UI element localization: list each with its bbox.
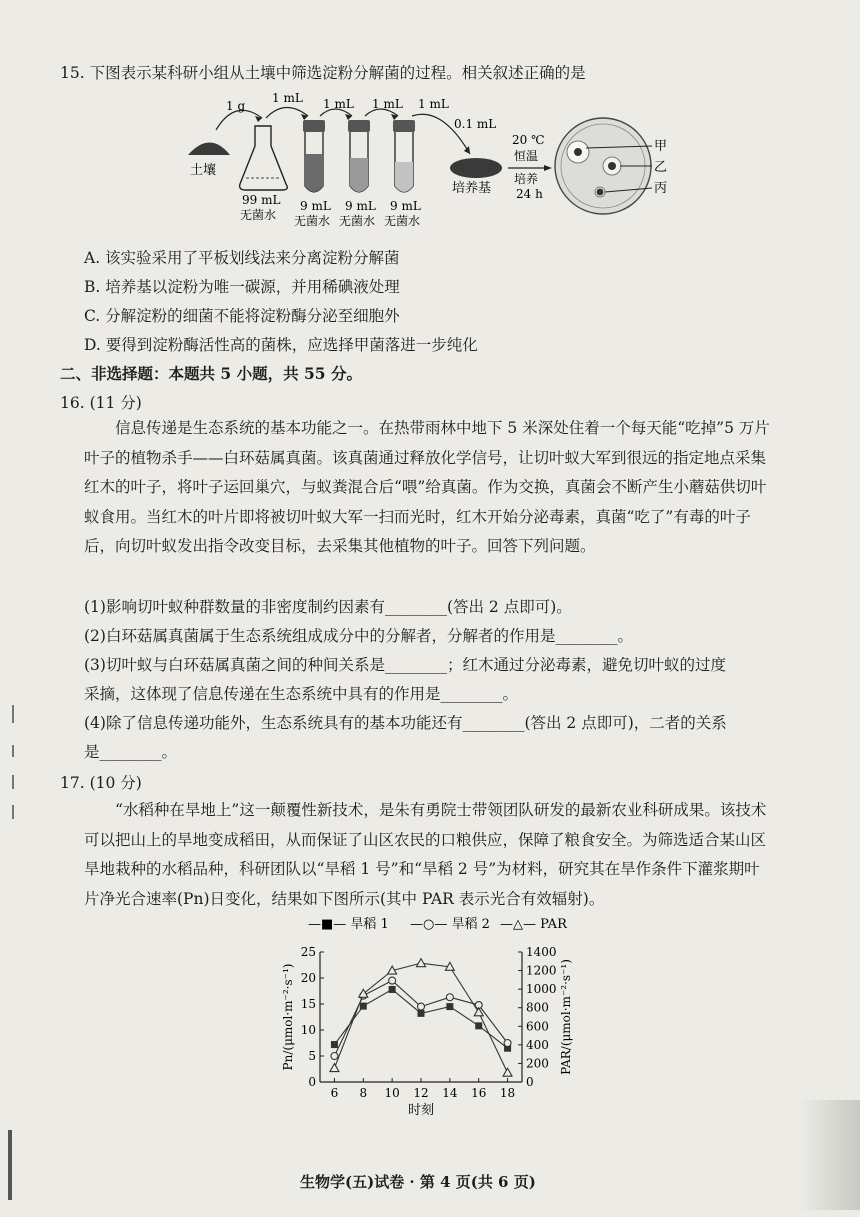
circle-point — [504, 1040, 511, 1047]
left-tick-label: 0 — [308, 1075, 316, 1089]
circle-point — [446, 994, 453, 1001]
triangle-point — [417, 959, 426, 967]
legend-entry-1: —■— 旱稻 1 — [308, 917, 389, 932]
square-point — [475, 1022, 482, 1029]
pn-par-chart — [260, 912, 600, 1122]
page-footer: 生物学(五)试卷 · 第 4 页(共 6 页) — [300, 1173, 536, 1191]
q15-stem: 15. 下图表示某科研小组从土壤中筛选淀粉分解菌的过程。相关叙述正确的是 — [60, 64, 586, 82]
square-point — [389, 986, 396, 993]
x-tick-label: 14 — [442, 1086, 458, 1100]
soil-label: 土壤 — [190, 163, 217, 178]
circle-point — [389, 977, 396, 984]
circle-point — [418, 1003, 425, 1010]
right-tick-label: 400 — [526, 1037, 549, 1052]
q16-sub4a: (4)除了信息传递功能外，生态系统具有的基本功能还有________(答出 2 点即可)，二者的关系 — [84, 714, 727, 732]
q16-sub3b: 采摘，这体现了信息传递在生态系统中具有的作用是________。 — [84, 685, 519, 703]
q16-heading: 16. (11 分) — [60, 394, 142, 412]
colony-c-label: 丙 — [654, 181, 668, 196]
x-tick-label: 10 — [384, 1086, 400, 1100]
x-tick-label: 8 — [359, 1086, 368, 1100]
tube-2-water: 无菌水 — [339, 214, 376, 228]
tube-3-water: 无菌水 — [384, 214, 421, 228]
cond-temp: 20 ℃ — [512, 133, 545, 147]
tube-3-input: 1 mL — [418, 97, 449, 111]
q15-option-c: C. 分解淀粉的细菌不能将淀粉酶分泌至细胞外 — [84, 307, 400, 325]
tube-2-input: 1 mL — [372, 97, 403, 111]
right-tick-label: 800 — [526, 1000, 549, 1015]
right-tick-label: 1000 — [526, 982, 557, 997]
q17-heading: 17. (10 分) — [60, 774, 142, 792]
medium-label: 培养基 — [452, 181, 492, 196]
colony-b-label: 乙 — [654, 160, 668, 175]
cond-constant: 恒温 — [514, 149, 539, 163]
right-tick-label: 200 — [526, 1056, 549, 1071]
cond-culture: 培养 — [514, 172, 539, 186]
flask-icon — [240, 126, 288, 190]
medium-dish-icon — [450, 158, 502, 178]
legend-entry-2: —○— 旱稻 2 — [410, 917, 490, 932]
tube-3-volume: 9 mL — [390, 199, 421, 213]
square-point — [360, 1003, 367, 1010]
tube-2-volume: 9 mL — [345, 199, 376, 213]
left-tick-label: 10 — [300, 1023, 316, 1037]
q16-sub1: (1)影响切叶蚁种群数量的非密度制约因素有________(答出 2 点即可)。 — [84, 598, 572, 616]
colony-a-label: 甲 — [654, 139, 668, 154]
square-point — [446, 1003, 453, 1010]
soil-icon — [188, 143, 230, 156]
left-tick-label: 5 — [308, 1049, 316, 1063]
flask-water: 无菌水 — [240, 208, 277, 222]
left-tick-label: 25 — [300, 945, 316, 959]
triangle-point — [503, 1068, 512, 1076]
section-heading: 二、非选择题：本题共 5 小题，共 55 分。 — [60, 364, 362, 383]
x-tick-label: 6 — [330, 1086, 339, 1100]
circle-point — [331, 1053, 338, 1060]
x-tick-label: 16 — [471, 1086, 487, 1100]
q15-option-b: B. 培养基以淀粉为唯一碳源，并用稀碘液处理 — [84, 278, 400, 296]
q15-option-d: D. 要得到淀粉酶活性高的菌株，应选择甲菌落进一步纯化 — [84, 336, 478, 354]
flask-input: 1 g — [226, 99, 246, 113]
cond-time: 24 h — [516, 187, 543, 201]
q16-sub2: (2)白环菇属真菌属于生态系统组成成分中的分解者，分解者的作用是________。 — [84, 627, 633, 645]
square-point — [418, 1010, 425, 1017]
tube-1-volume: 9 mL — [300, 199, 331, 213]
plate-input: 0.1 mL — [454, 117, 497, 131]
right-tick-label: 1400 — [526, 945, 557, 959]
flask-volume: 99 mL — [242, 193, 281, 207]
q17-passage: “水稻种在旱地上”这一颠覆性新技术，是朱有勇院士带领团队研发的最新农业科研成果。该技术可以把山上的旱地变成稻田，从而保证了山区农民的口粮供应，保障了粮食安全。为筛选适合某山区旱地栽种的水稻品种，科研团队以“旱稻 1 号”和“旱稻 2 号”为材料，研究其在旱作条件下灌浆期叶片净光合速率(Pn)日变化，结果如下图所示(其中 PAR 表示光合有效辐射)。 — [84, 801, 767, 908]
left-tick-label: 20 — [300, 971, 316, 985]
tube-1-water: 无菌水 — [294, 214, 331, 228]
right-axis-label: PAR/(μmol·m⁻²·s⁻¹) — [559, 959, 573, 1075]
q16-passage: 信息传递是生态系统的基本功能之一。在热带雨林中地下 5 米深处住着一个每天能“吃掉”5 万片叶子的植物杀手——白环菇属真菌。该真菌通过释放化学信号，让切叶蚁大军到很远的指定地点采集红木的叶子，将叶子运回巢穴，与蚁粪混合后“喂”给真菌。作为交换，真菌会不断产生小蘑菇供切叶蚁食用。当红木的叶片即将被切叶蚁大军一扫而光时，红木开始分泌毒素，真菌“吃了”有毒的叶子后，向切叶蚁发出指令改变目标，去采集其他植物的叶子。回答下列问题。 — [84, 419, 770, 555]
q15-diagram — [180, 88, 680, 238]
tube-1-input: 1 mL — [323, 97, 354, 111]
triangle-point — [330, 1064, 339, 1072]
series-line-3 — [334, 963, 507, 1073]
right-tick-label: 600 — [526, 1019, 549, 1034]
transfer-volume: 1 mL — [272, 91, 303, 105]
q16-sub3a: (3)切叶蚁与白环菇属真菌之间的种间关系是________；红木通过分泌毒素，避免切叶蚁的过度 — [84, 656, 726, 674]
x-axis-label: 时刻 — [407, 1103, 435, 1118]
square-point — [331, 1041, 338, 1048]
left-tick-label: 15 — [300, 997, 316, 1011]
x-tick-label: 12 — [413, 1086, 429, 1100]
left-axis-label: Pn/(μmol·m⁻²·s⁻¹) — [281, 963, 295, 1071]
x-tick-label: 18 — [499, 1086, 516, 1100]
q15-option-a: A. 该实验采用了平板划线法来分离淀粉分解菌 — [84, 249, 400, 267]
right-tick-label: 1200 — [526, 963, 557, 978]
legend-entry-3: —△— PAR — [500, 917, 567, 932]
q16-sub4b: 是________。 — [84, 743, 178, 761]
right-tick-label: 0 — [526, 1075, 534, 1089]
